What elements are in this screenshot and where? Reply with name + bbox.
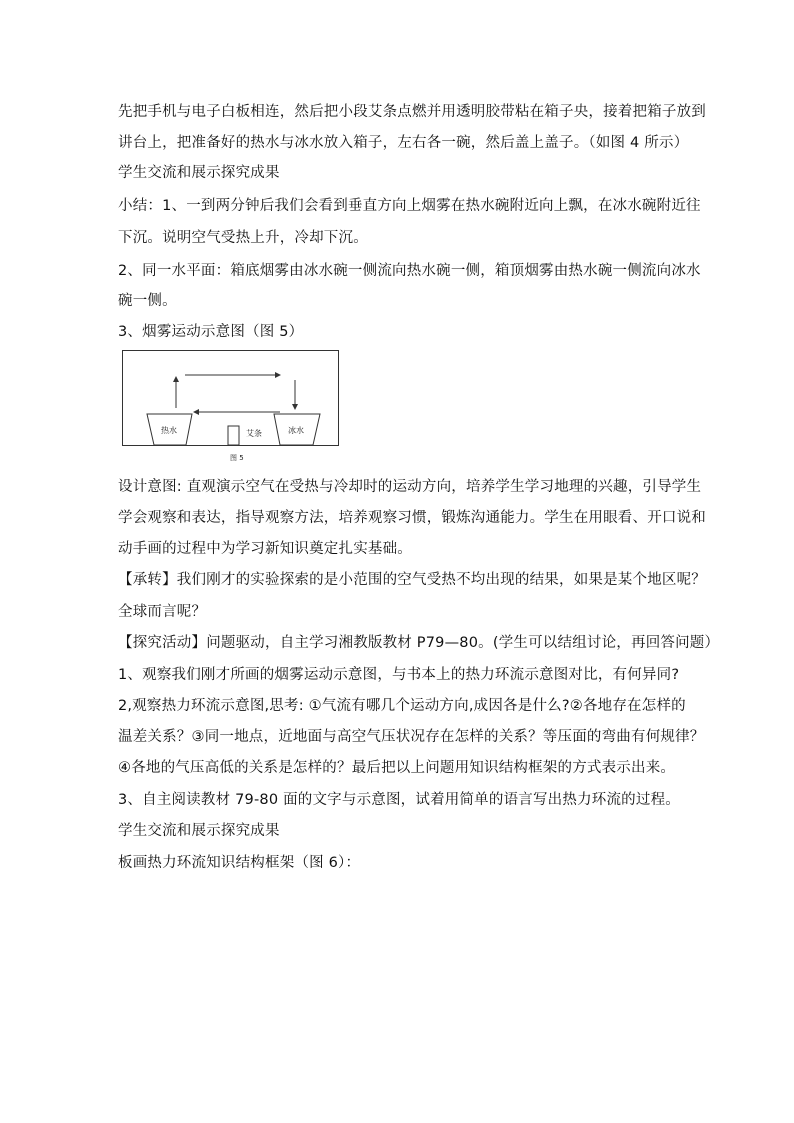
- question-line: 2,观察热力环流示意图,思考: ①气流有哪几个运动方向,成因各是什么?②各地存在怎样的: [118, 698, 686, 714]
- figure-caption: 图 5: [230, 454, 244, 462]
- design-intent-line: 动手画的过程中为学习新知识奠定扎实基础。: [118, 541, 412, 557]
- incense-label: 艾条: [246, 429, 262, 438]
- hot-water-label: 热水: [161, 426, 177, 435]
- summary-line: 小结：1、一到两分钟后我们会看到垂直方向上烟雾在热水碗附近向上飘，在冰水碗附近往: [118, 198, 701, 214]
- figure-intro-line: 3、烟雾运动示意图（图 5）: [118, 324, 304, 340]
- design-intent-line: 设计意图: 直观演示空气在受热与冷却时的运动方向，培养学生学习地理的兴趣，引导学生: [118, 479, 702, 495]
- transition-line: 全球而言呢？: [118, 604, 207, 620]
- summary-line: 2、同一水平面：箱底烟雾由冰水碗一侧流向热水碗一侧，箱顶烟雾由热水碗一侧流向冰水: [118, 263, 701, 279]
- transition-line: 【承转】我们刚才的实验探索的是小范围的空气受热不均出现的结果，如果是某个地区呢？: [118, 572, 706, 588]
- ice-water-label: 冰水: [288, 426, 304, 435]
- incense-stick: [228, 426, 239, 445]
- smoke-motion-diagram: [122, 350, 340, 462]
- section-heading: 学生交流和展示探究成果: [118, 165, 280, 181]
- question-line: 温差关系？③同一地点，近地面与高空气压状况存在怎样的关系？等压面的弯曲有何规律？: [118, 729, 705, 745]
- framework-heading: 板画热力环流知识结构框架（图 6）：: [118, 855, 361, 871]
- question-line: 1、观察我们刚才所画的烟雾运动示意图，与书本上的热力环流示意图对比，有何异同?: [118, 667, 680, 683]
- paragraph-line: 讲台上，把准备好的热水与冰水放入箱子，左右各一碗，然后盖上盖子。（如图 4 所示）: [118, 135, 689, 151]
- design-intent-line: 学会观察和表达，指导观察方法，培养观察习惯，锻炼沟通能力。学生在用眼看、开口说和: [118, 510, 706, 526]
- section-heading: 学生交流和展示探究成果: [118, 823, 280, 839]
- summary-line: 碗一侧。: [118, 293, 177, 309]
- question-line: 3、自主阅读教材 79-80 面的文字与示意图，试着用简单的语言写出热力环流的过程。: [118, 792, 680, 808]
- question-line: ④各地的气压高低的关系是怎样的？最后把以上问题用知识结构框架的方式表示出来。: [118, 760, 676, 776]
- activity-line: 【探究活动】问题驱动，自主学习湘教版教材 P79—80。(学生可以结组讨论，再回答问题）: [118, 635, 720, 651]
- paragraph-line: 先把手机与电子白板相连，然后把小段艾条点燃并用透明胶带粘在箱子央，接着把箱子放到: [118, 104, 706, 120]
- summary-line: 下沉。说明空气受热上升，冷却下沉。: [118, 230, 368, 246]
